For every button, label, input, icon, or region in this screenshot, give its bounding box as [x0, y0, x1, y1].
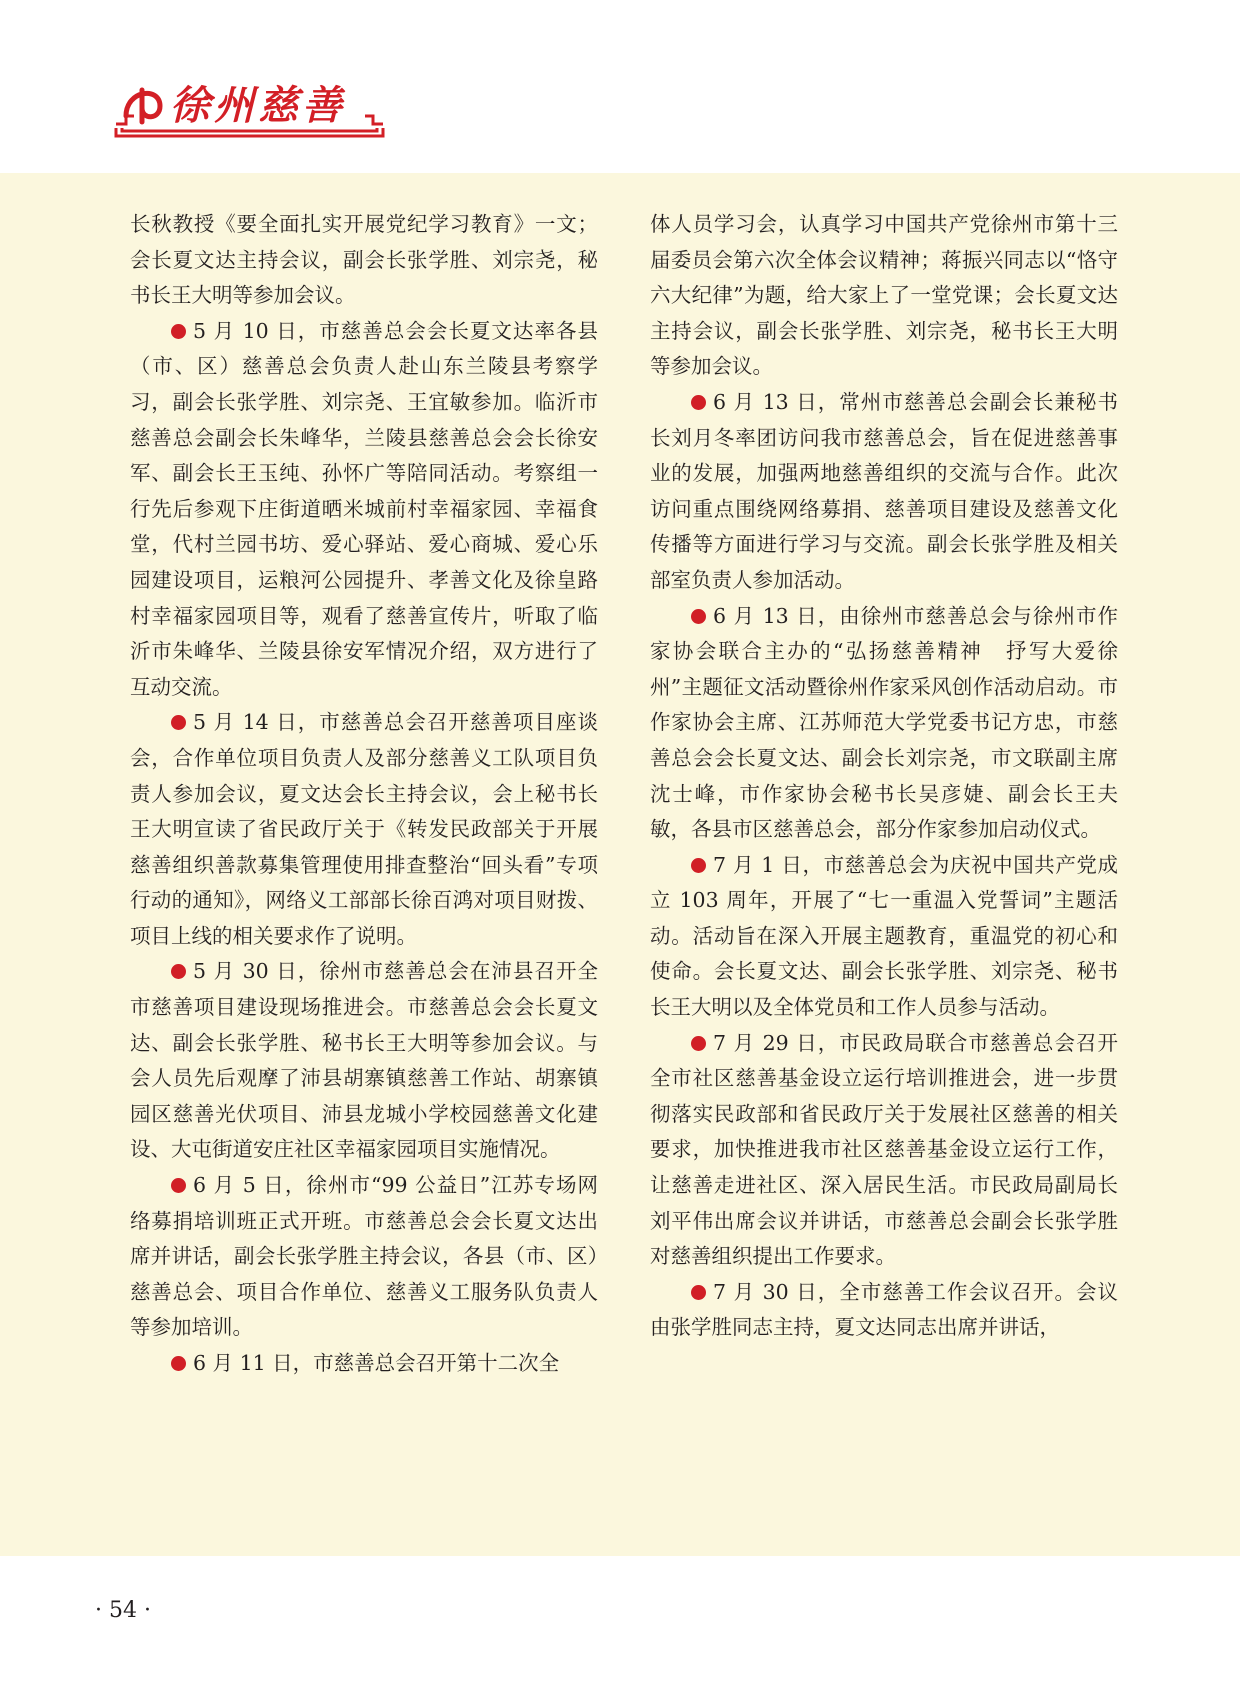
red-bullet-icon: [691, 1285, 706, 1300]
news-item-text: 7 月 30 日，全市慈善工作会议召开。会议由张学胜同志主持，夏文达同志出席并讲话，: [650, 1279, 1118, 1340]
page-number: · 54 ·: [95, 1598, 151, 1623]
red-bullet-icon: [171, 324, 186, 339]
news-item: [130, 1346, 598, 1382]
page-footer: [0, 1556, 1240, 1683]
left-column: [130, 207, 598, 1382]
news-item-text: 5 月 14 日，市慈善总会召开慈善项目座谈会，合作单位项目负责人及部分慈善义工队项目负责人参加会议，夏文达会长主持会议，会上秘书长王大明宣读了省民政厅关于《转发民政部关于开展慈善组织善款募集管理使用排查整治“回头看”专项行动的通知》，网络义工部部长徐百鸿对项目财拨、项目上线的相关要求作了说明。: [130, 710, 598, 948]
red-bullet-icon: [691, 858, 706, 873]
article-body: [0, 173, 1240, 1556]
magazine-logo: [112, 76, 387, 142]
news-item: [130, 314, 598, 706]
red-bullet-icon: [691, 1036, 706, 1051]
red-bullet-icon: [171, 1178, 186, 1193]
news-item: [650, 599, 1118, 848]
news-item: [650, 385, 1118, 599]
news-item: [130, 954, 598, 1168]
right-column: [650, 207, 1118, 1346]
news-item-text: 5 月 10 日，市慈善总会会长夏文达率各县（市、区）慈善总会负责人赴山东兰陵县考察学习，副会长张学胜、刘宗尧、王宜敏参加。临沂市慈善总会副会长朱峰华，兰陵县慈善总会会长徐安军、副会长王玉纯、孙怀广等陪同活动。考察组一行先后参观下庄街道晒米城前村幸福家园、幸福食堂，代村兰园书坊、爱心驿站、爱心商城、爱心乐园建设项目，运粮河公园提升、孝善文化及徐皇路村幸福家园项目等，观看了慈善宣传片，听取了临沂市朱峰华、兰陵县徐安军情况介绍，双方进行了互动交流。: [130, 318, 598, 699]
red-bullet-icon: [171, 715, 186, 730]
news-item: [650, 848, 1118, 1026]
news-item-text: 6 月 5 日，徐州市“99 公益日”江苏专场网络募捐培训班正式开班。市慈善总会会长夏文达出席并讲话，副会长张学胜主持会议，各县（市、区）慈善总会、项目合作单位、慈善义工服务队负责人等参加培训。: [130, 1173, 598, 1340]
news-item: [650, 1275, 1118, 1346]
page-header: [0, 0, 1240, 173]
news-item: [650, 1026, 1118, 1275]
news-item: [130, 705, 598, 954]
news-item-text: 6 月 13 日，由徐州市慈善总会与徐州市作家协会联合主办的“弘扬慈善精神 抒写大爱徐州”主题征文活动暨徐州作家采风创作活动启动。市作家协会主席、江苏师范大学党委书记方忠，市慈善总会会长夏文达、副会长刘宗尧，市文联副主席沈士峰，市作家协会秘书长吴彦婕、副会长王夫敏，各县市区慈善总会，部分作家参加启动仪式。: [650, 603, 1118, 842]
news-item-text: 6 月 13 日，常州市慈善总会副会长兼秘书长刘月冬率团访问我市慈善总会，旨在促进慈善事业的发展，加强两地慈善组织的交流与合作。此次访问重点围绕网络募捐、慈善项目建设及慈善文化传播等方面进行学习与交流。副会长张学胜及相关部室负责人参加活动。: [650, 389, 1118, 592]
red-bullet-icon: [691, 395, 706, 410]
news-item-text: 5 月 30 日，徐州市慈善总会在沛县召开全市慈善项目建设现场推进会。市慈善总会会长夏文达、副会长张学胜、秘书长王大明等参加会议。与会人员先后观摩了沛县胡寨镇慈善工作站、胡寨镇园区慈善光伏项目、沛县龙城小学校园慈善文化建设、大屯街道安庄社区幸福家园项目实施情况。: [130, 959, 598, 1162]
news-item-text: 7 月 1 日，市慈善总会为庆祝中国共产党成立 103 周年，开展了“七一重温入党誓词”主题活动。活动旨在深入开展主题教育，重温党的初心和使命。会长夏文达、副会长张学胜、刘宗尧、秘书长王大明以及全体党员和工作人员参与活动。: [650, 852, 1118, 1020]
continued-paragraph: 长秋教授《要全面扎实开展党纪学习教育》一文；会长夏文达主持会议，副会长张学胜、刘宗尧，秘书长王大明等参加会议。: [130, 212, 598, 308]
news-item-text: 7 月 29 日，市民政局联合市慈善总会召开全市社区慈善基金设立运行培训推进会，进一步贯彻落实民政部和省民政厅关于发展社区慈善的相关要求，加快推进我市社区慈善基金设立运行工作，让慈善走进社区、深入居民生活。市民政局副局长刘平伟出席会议并讲话，市慈善总会副会长张学胜对慈善组织提出工作要求。: [650, 1030, 1118, 1269]
red-bullet-icon: [691, 609, 706, 624]
continued-paragraph: 体人员学习会，认真学习中国共产党徐州市第十三届委员会第六次全体会议精神；蒋振兴同志以“恪守六大纪律”为题，给大家上了一堂党课；会长夏文达主持会议，副会长张学胜、刘宗尧，秘书长王大明等参加会议。: [650, 212, 1118, 379]
logo-title: 徐州慈善: [170, 82, 346, 129]
red-bullet-icon: [171, 964, 186, 979]
news-item-text: 6 月 11 日，市慈善总会召开第十二次全: [193, 1351, 560, 1375]
red-bullet-icon: [171, 1356, 186, 1371]
news-item: [130, 1168, 598, 1346]
